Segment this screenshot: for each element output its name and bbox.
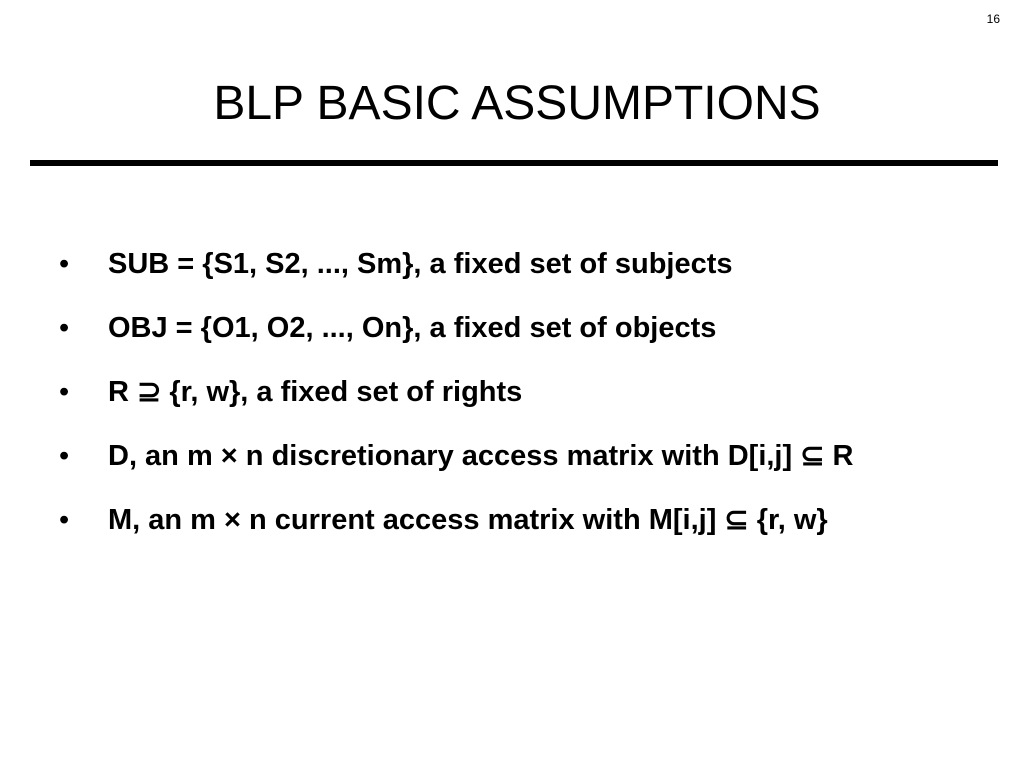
bullet-text: M, an m × n current access matrix with M[i,j] ⊆ {r, w}: [108, 504, 828, 536]
bullet-dot-icon: •: [59, 376, 70, 408]
title-divider: [30, 160, 998, 166]
bullet-text: D, an m × n discretionary access matrix with D[i,j] ⊆ R: [108, 440, 854, 472]
bullet-dot-icon: •: [59, 440, 70, 472]
bullet-text: R ⊇ {r, w}, a fixed set of rights: [108, 376, 523, 408]
bullet-dot-icon: •: [59, 312, 70, 344]
bullet-text: OBJ = {O1, O2, ..., On}, a fixed set of objects: [108, 312, 717, 344]
bullet-text: SUB = {S1, S2, ..., Sm}, a fixed set of subjects: [108, 248, 733, 280]
bullet-dot-icon: •: [59, 248, 70, 280]
slide-title: BLP BASIC ASSUMPTIONS: [213, 77, 821, 130]
bullet-dot-icon: •: [59, 504, 70, 536]
page-number: 16: [986, 12, 1000, 26]
